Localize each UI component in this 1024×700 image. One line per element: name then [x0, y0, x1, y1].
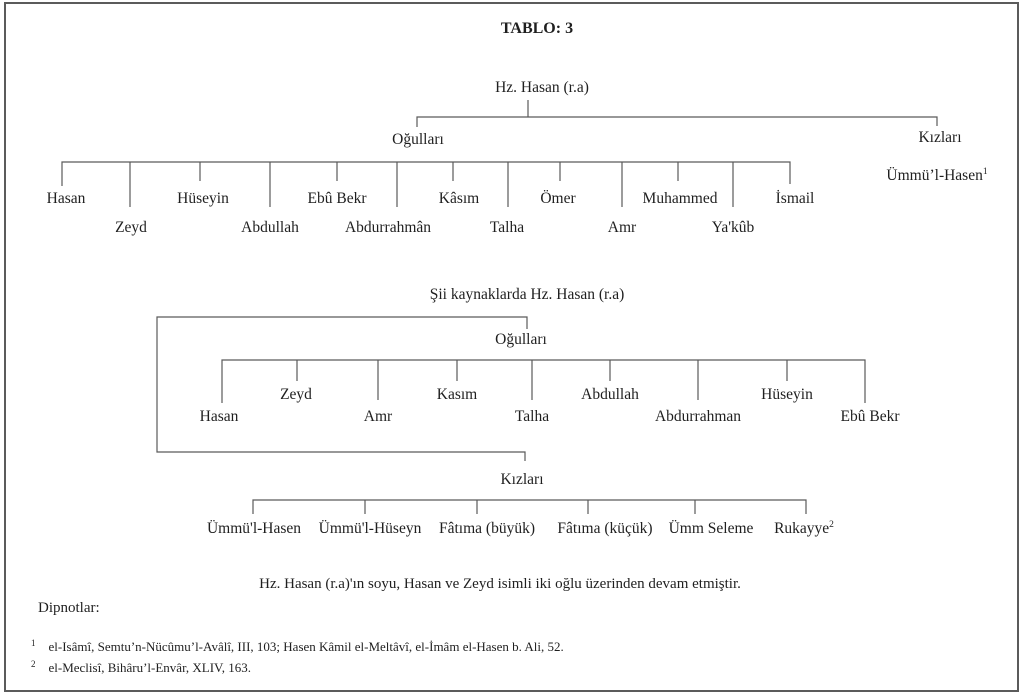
footnote-text: el-Meclisî, Bihâru’l-Envâr, XLIV, 163. — [48, 660, 251, 675]
tree1-sons-rail-line — [62, 162, 790, 186]
tree-node: Talha — [489, 219, 525, 236]
footnote-item — [31, 660, 251, 676]
tree2-sons-label: Oğulları — [495, 331, 547, 348]
tree-node: Ümmü'l-Hasen — [206, 520, 302, 537]
tree1-daughters-label: Kızları — [918, 129, 962, 146]
tree-node: Hüseyin — [177, 190, 229, 207]
tree-node: Amr — [607, 219, 637, 236]
tree1-sons-label: Oğulları — [392, 131, 444, 148]
tree-node: Amr — [363, 408, 393, 425]
tree2-root: Şii kaynaklarda Hz. Hasan (r.a) — [429, 286, 625, 303]
tree-node: Ebû Bekr — [840, 408, 900, 425]
footnote-marker: 1 — [31, 637, 36, 648]
tree-node: Kasım — [436, 386, 478, 403]
tree1-daughter-name: Ümmü’l-Hasen — [886, 167, 983, 184]
tree-node: Kâsım — [438, 190, 480, 207]
tree-node: Fâtıma (küçük) — [557, 520, 653, 537]
tree-node: Abdurrahmân — [344, 219, 432, 236]
summary-sentence: Hz. Hasan (r.a)'ın soyu, Hasan ve Zeyd isimli iki oğlu üzerinden devam etmiştir. — [259, 576, 741, 592]
tree-node — [886, 167, 987, 185]
tree-node: Ebû Bekr — [307, 190, 367, 207]
tree-node: Talha — [514, 408, 550, 425]
tree-node: Abdurrahman — [654, 408, 742, 425]
footnote-ref-1: 1 — [982, 166, 988, 177]
footnote-ref-2: 2 — [829, 519, 834, 530]
tree-node: Hüseyin — [761, 386, 813, 403]
footnote-marker: 2 — [31, 658, 36, 669]
footnotes-heading: Dipnotlar: — [38, 600, 100, 616]
tree-node: Muhammed — [642, 190, 718, 207]
footnote-text: el-Isâmî, Semtu’n-Nücûmu’l-Avâlî, III, 103; Hasen Kâmil el-Meltâvî, el-İmâm el-Hasen b. Ali, 52. — [48, 639, 564, 654]
tree2-daughters-rail-line — [253, 500, 806, 514]
tree-node: Hasan — [46, 190, 86, 207]
tree-node: Abdullah — [241, 219, 299, 236]
tree-node: Hasan — [199, 408, 239, 425]
tree1-sons-daughters-bracket-line — [417, 117, 937, 127]
tree1-root: Hz. Hasan (r.a) — [495, 79, 589, 96]
tree-node: Zeyd — [280, 386, 312, 403]
tree-node: Ömer — [540, 190, 576, 207]
tree2-daughter-name: Rukayye — [774, 520, 830, 537]
tree-node: Ümmü'l-Hüseyn — [318, 520, 422, 537]
tree-node: Zeyd — [115, 219, 147, 236]
tree-node: İsmail — [775, 190, 815, 207]
tree-node — [774, 520, 834, 538]
tree-node: Ya'kûb — [711, 219, 755, 236]
page-title: TABLO: 3 — [500, 20, 574, 37]
tree-node: Abdullah — [581, 386, 639, 403]
tree2-daughters-label: Kızları — [500, 471, 544, 488]
tree-node: Fâtıma (büyük) — [439, 520, 535, 537]
tree-node: Ümm Seleme — [668, 520, 754, 537]
footnote-item — [31, 639, 564, 655]
